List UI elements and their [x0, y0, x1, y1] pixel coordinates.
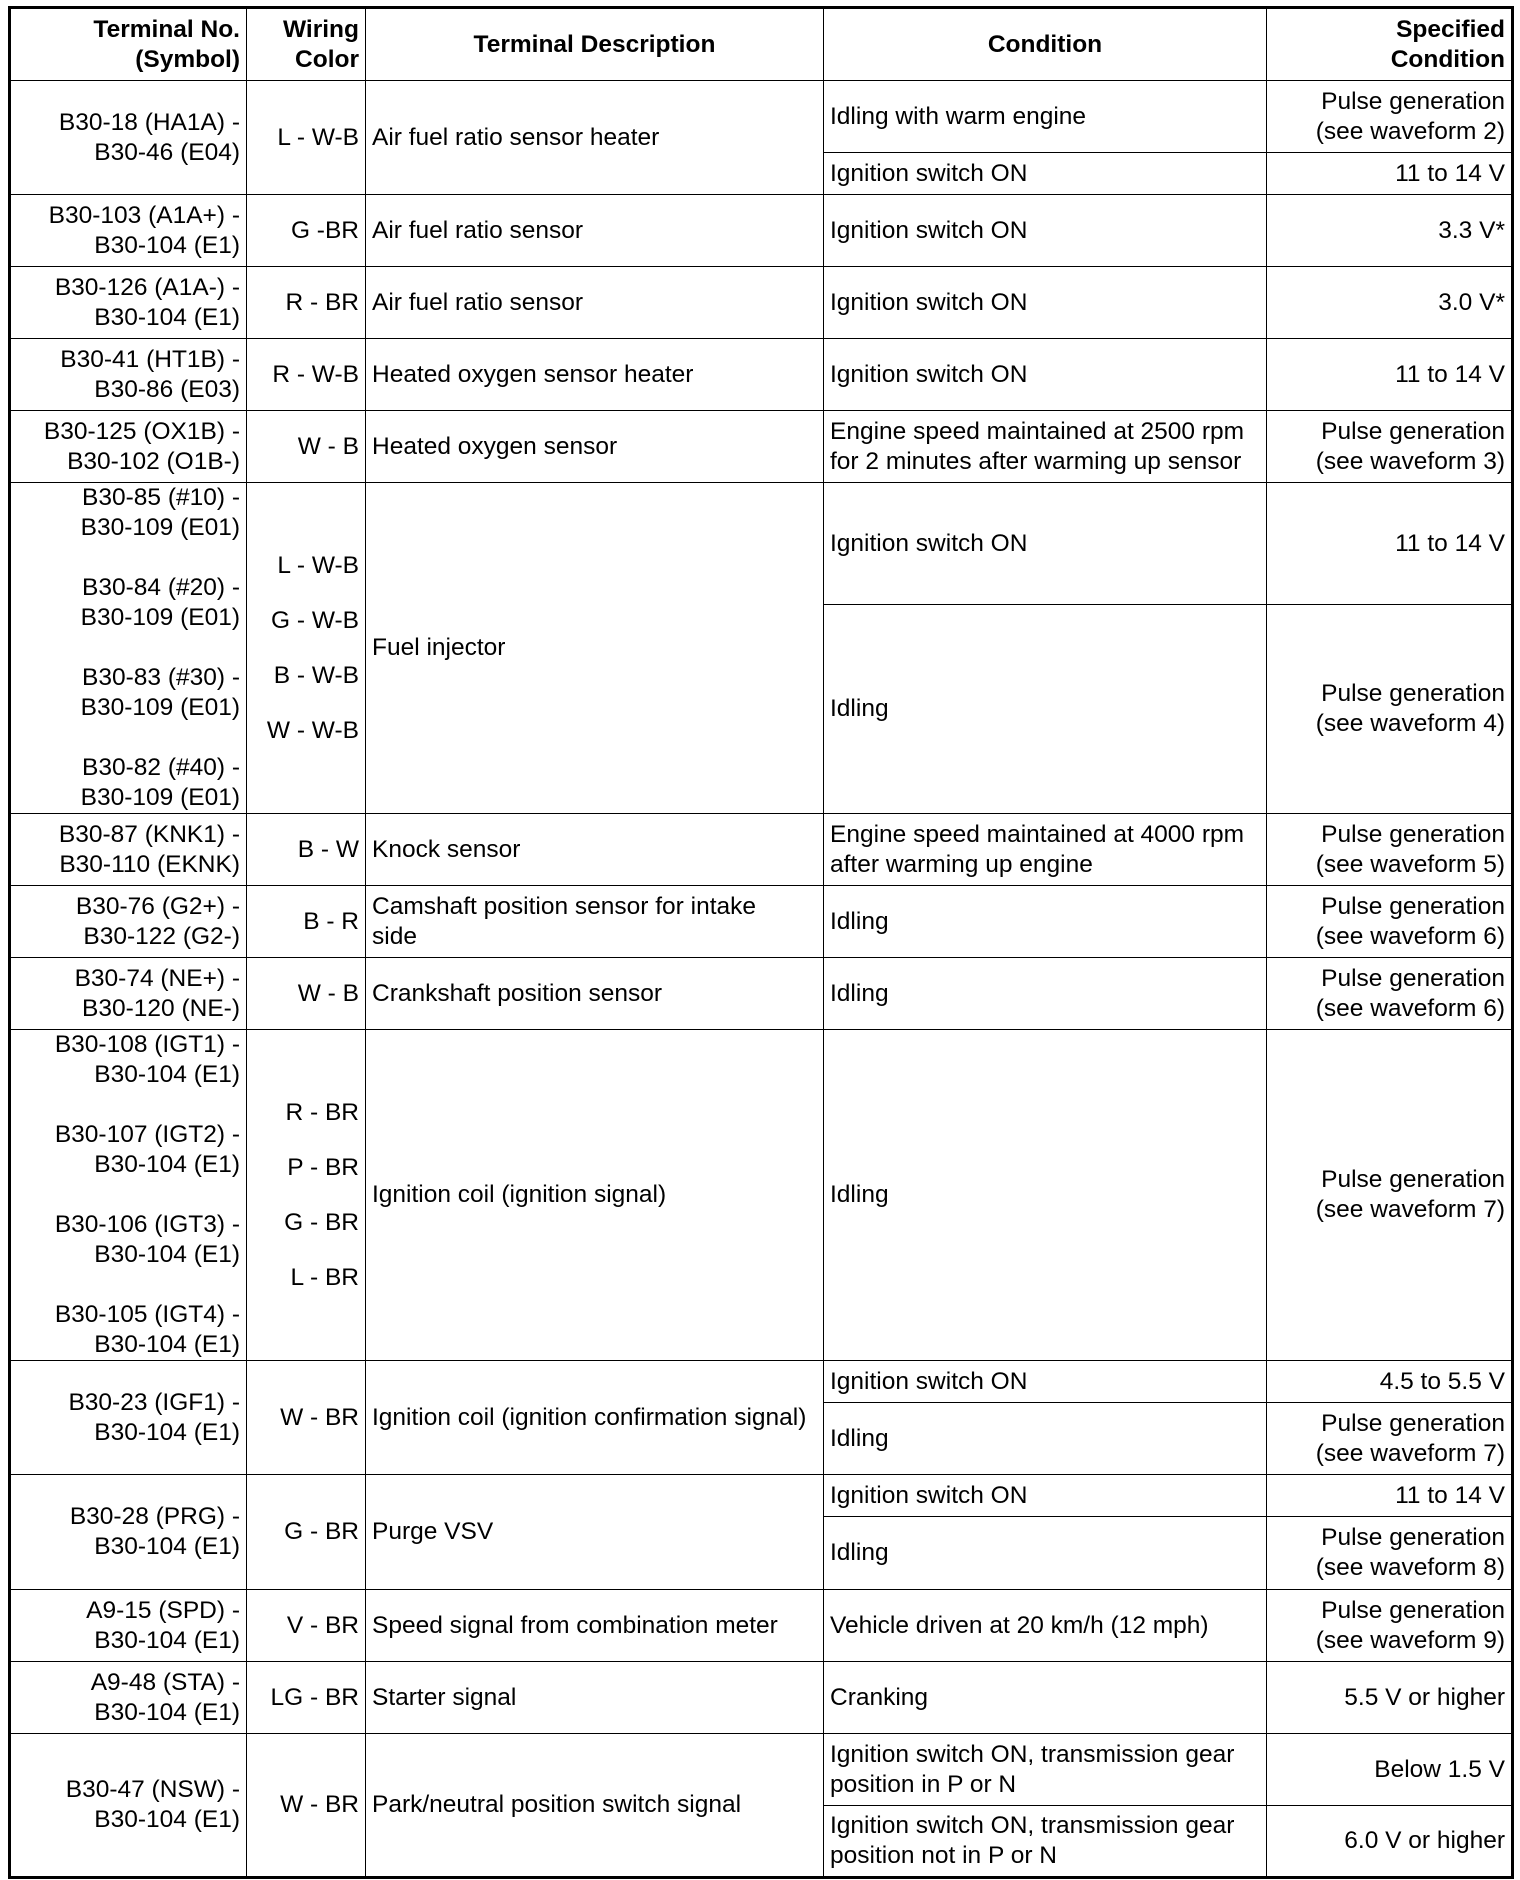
wiring-cell: R - BR: [247, 267, 366, 339]
wiring-cell: R - BR P - BR G - BR L - BR: [247, 1030, 366, 1361]
header-specified-condition: Specified Condition: [1267, 8, 1513, 81]
table-row: [10, 1662, 1513, 1734]
description-cell: Heated oxygen sensor: [366, 411, 824, 483]
header-description: Terminal Description: [366, 8, 824, 81]
spec-cell: 11 to 14 V: [1267, 483, 1513, 605]
wiring-cell: B - R: [247, 886, 366, 958]
condition-cell: Ignition switch ON: [824, 339, 1267, 411]
spec-cell: Pulse generation (see waveform 7): [1267, 1403, 1513, 1475]
terminal-cell: B30-103 (A1A+) - B30-104 (E1): [10, 195, 247, 267]
condition-cell: Ignition switch ON, transmission gear position in P or N: [824, 1734, 1267, 1806]
table-row: [10, 958, 1513, 1030]
description-cell: Ignition coil (ignition confirmation signal): [366, 1361, 824, 1475]
condition-cell: Idling: [824, 605, 1267, 814]
terminal-cell: B30-47 (NSW) - B30-104 (E1): [10, 1734, 247, 1878]
description-cell: Knock sensor: [366, 814, 824, 886]
spec-cell: Pulse generation (see waveform 5): [1267, 814, 1513, 886]
wiring-cell: V - BR: [247, 1590, 366, 1662]
header-wiring-color: Wiring Color: [247, 8, 366, 81]
spec-cell: Pulse generation (see waveform 9): [1267, 1590, 1513, 1662]
condition-cell: Idling: [824, 1030, 1267, 1361]
description-cell: Air fuel ratio sensor heater: [366, 81, 824, 195]
terminal-cell: B30-41 (HT1B) - B30-86 (E03): [10, 339, 247, 411]
description-cell: Air fuel ratio sensor: [366, 267, 824, 339]
table-row: [10, 81, 1513, 153]
wiring-cell: W - BR: [247, 1734, 366, 1878]
terminal-spec-table: [8, 6, 1514, 1879]
table-row: [10, 1590, 1513, 1662]
spec-cell: 11 to 14 V: [1267, 153, 1513, 195]
wiring-cell: L - W-B: [247, 81, 366, 195]
wiring-cell: LG - BR: [247, 1662, 366, 1734]
table-row: [10, 1030, 1513, 1361]
spec-cell: Pulse generation (see waveform 2): [1267, 81, 1513, 153]
spec-cell: Pulse generation (see waveform 7): [1267, 1030, 1513, 1361]
condition-cell: Idling: [824, 1403, 1267, 1475]
condition-cell: Ignition switch ON: [824, 1475, 1267, 1517]
spec-cell: Below 1.5 V: [1267, 1734, 1513, 1806]
table-row: [10, 1475, 1513, 1517]
spec-cell: 4.5 to 5.5 V: [1267, 1361, 1513, 1403]
description-cell: Heated oxygen sensor heater: [366, 339, 824, 411]
spec-cell: 11 to 14 V: [1267, 1475, 1513, 1517]
terminal-cell: B30-126 (A1A-) - B30-104 (E1): [10, 267, 247, 339]
table-row: [10, 1361, 1513, 1403]
spec-cell: Pulse generation (see waveform 4): [1267, 605, 1513, 814]
wiring-cell: R - W-B: [247, 339, 366, 411]
condition-cell: Vehicle driven at 20 km/h (12 mph): [824, 1590, 1267, 1662]
table-row: [10, 339, 1513, 411]
header-row: [10, 8, 1513, 81]
terminal-cell: B30-28 (PRG) - B30-104 (E1): [10, 1475, 247, 1590]
description-cell: Starter signal: [366, 1662, 824, 1734]
table-row: [10, 886, 1513, 958]
condition-cell: Cranking: [824, 1662, 1267, 1734]
wiring-cell: B - W: [247, 814, 366, 886]
spec-cell: 3.3 V*: [1267, 195, 1513, 267]
terminal-cell: A9-48 (STA) - B30-104 (E1): [10, 1662, 247, 1734]
description-cell: Fuel injector: [366, 483, 824, 814]
spec-cell: 3.0 V*: [1267, 267, 1513, 339]
table-row: [10, 267, 1513, 339]
spec-cell: 11 to 14 V: [1267, 339, 1513, 411]
condition-cell: Idling: [824, 958, 1267, 1030]
wiring-cell: W - B: [247, 958, 366, 1030]
condition-cell: Ignition switch ON: [824, 153, 1267, 195]
condition-cell: Ignition switch ON: [824, 483, 1267, 605]
description-cell: Camshaft position sensor for intake side: [366, 886, 824, 958]
table-row: [10, 195, 1513, 267]
terminal-cell: B30-23 (IGF1) - B30-104 (E1): [10, 1361, 247, 1475]
table-row: [10, 814, 1513, 886]
spec-cell: Pulse generation (see waveform 6): [1267, 958, 1513, 1030]
terminal-cell: B30-125 (OX1B) - B30-102 (O1B-): [10, 411, 247, 483]
condition-cell: Idling: [824, 886, 1267, 958]
table-row: [10, 411, 1513, 483]
description-cell: Crankshaft position sensor: [366, 958, 824, 1030]
description-cell: Purge VSV: [366, 1475, 824, 1590]
condition-cell: Engine speed maintained at 4000 rpm after warming up engine: [824, 814, 1267, 886]
terminal-cell: B30-85 (#10) - B30-109 (E01) B30-84 (#20) - B30-109 (E01) B30-83 (#30) - B30-109 (E01) B30-82 (#40) - B30-109 (E01): [10, 483, 247, 814]
description-cell: Ignition coil (ignition signal): [366, 1030, 824, 1361]
terminal-cell: B30-108 (IGT1) - B30-104 (E1) B30-107 (IGT2) - B30-104 (E1) B30-106 (IGT3) - B30-104 (E1) B30-105 (IGT4) - B30-104 (E1): [10, 1030, 247, 1361]
terminal-cell: B30-76 (G2+) - B30-122 (G2-): [10, 886, 247, 958]
wiring-cell: G -BR: [247, 195, 366, 267]
condition-cell: Engine speed maintained at 2500 rpm for 2 minutes after warming up sensor: [824, 411, 1267, 483]
header-condition: Condition: [824, 8, 1267, 81]
condition-cell: Ignition switch ON: [824, 267, 1267, 339]
terminal-cell: B30-87 (KNK1) - B30-110 (EKNK): [10, 814, 247, 886]
condition-cell: Idling: [824, 1517, 1267, 1590]
condition-cell: Ignition switch ON: [824, 195, 1267, 267]
spec-cell: 5.5 V or higher: [1267, 1662, 1513, 1734]
spec-cell: 6.0 V or higher: [1267, 1806, 1513, 1878]
terminal-cell: A9-15 (SPD) - B30-104 (E1): [10, 1590, 247, 1662]
spec-cell: Pulse generation (see waveform 6): [1267, 886, 1513, 958]
condition-cell: Ignition switch ON: [824, 1361, 1267, 1403]
description-cell: Speed signal from combination meter: [366, 1590, 824, 1662]
terminal-cell: B30-18 (HA1A) - B30-46 (E04): [10, 81, 247, 195]
wiring-cell: W - BR: [247, 1361, 366, 1475]
table-row: [10, 1734, 1513, 1806]
description-cell: Air fuel ratio sensor: [366, 195, 824, 267]
header-terminal: Terminal No. (Symbol): [10, 8, 247, 81]
terminal-cell: B30-74 (NE+) - B30-120 (NE-): [10, 958, 247, 1030]
wiring-cell: L - W-B G - W-B B - W-B W - W-B: [247, 483, 366, 814]
spec-cell: Pulse generation (see waveform 8): [1267, 1517, 1513, 1590]
spec-cell: Pulse generation (see waveform 3): [1267, 411, 1513, 483]
condition-cell: Ignition switch ON, transmission gear position not in P or N: [824, 1806, 1267, 1878]
condition-cell: Idling with warm engine: [824, 81, 1267, 153]
wiring-cell: G - BR: [247, 1475, 366, 1590]
description-cell: Park/neutral position switch signal: [366, 1734, 824, 1878]
table-row: [10, 483, 1513, 605]
wiring-cell: W - B: [247, 411, 366, 483]
